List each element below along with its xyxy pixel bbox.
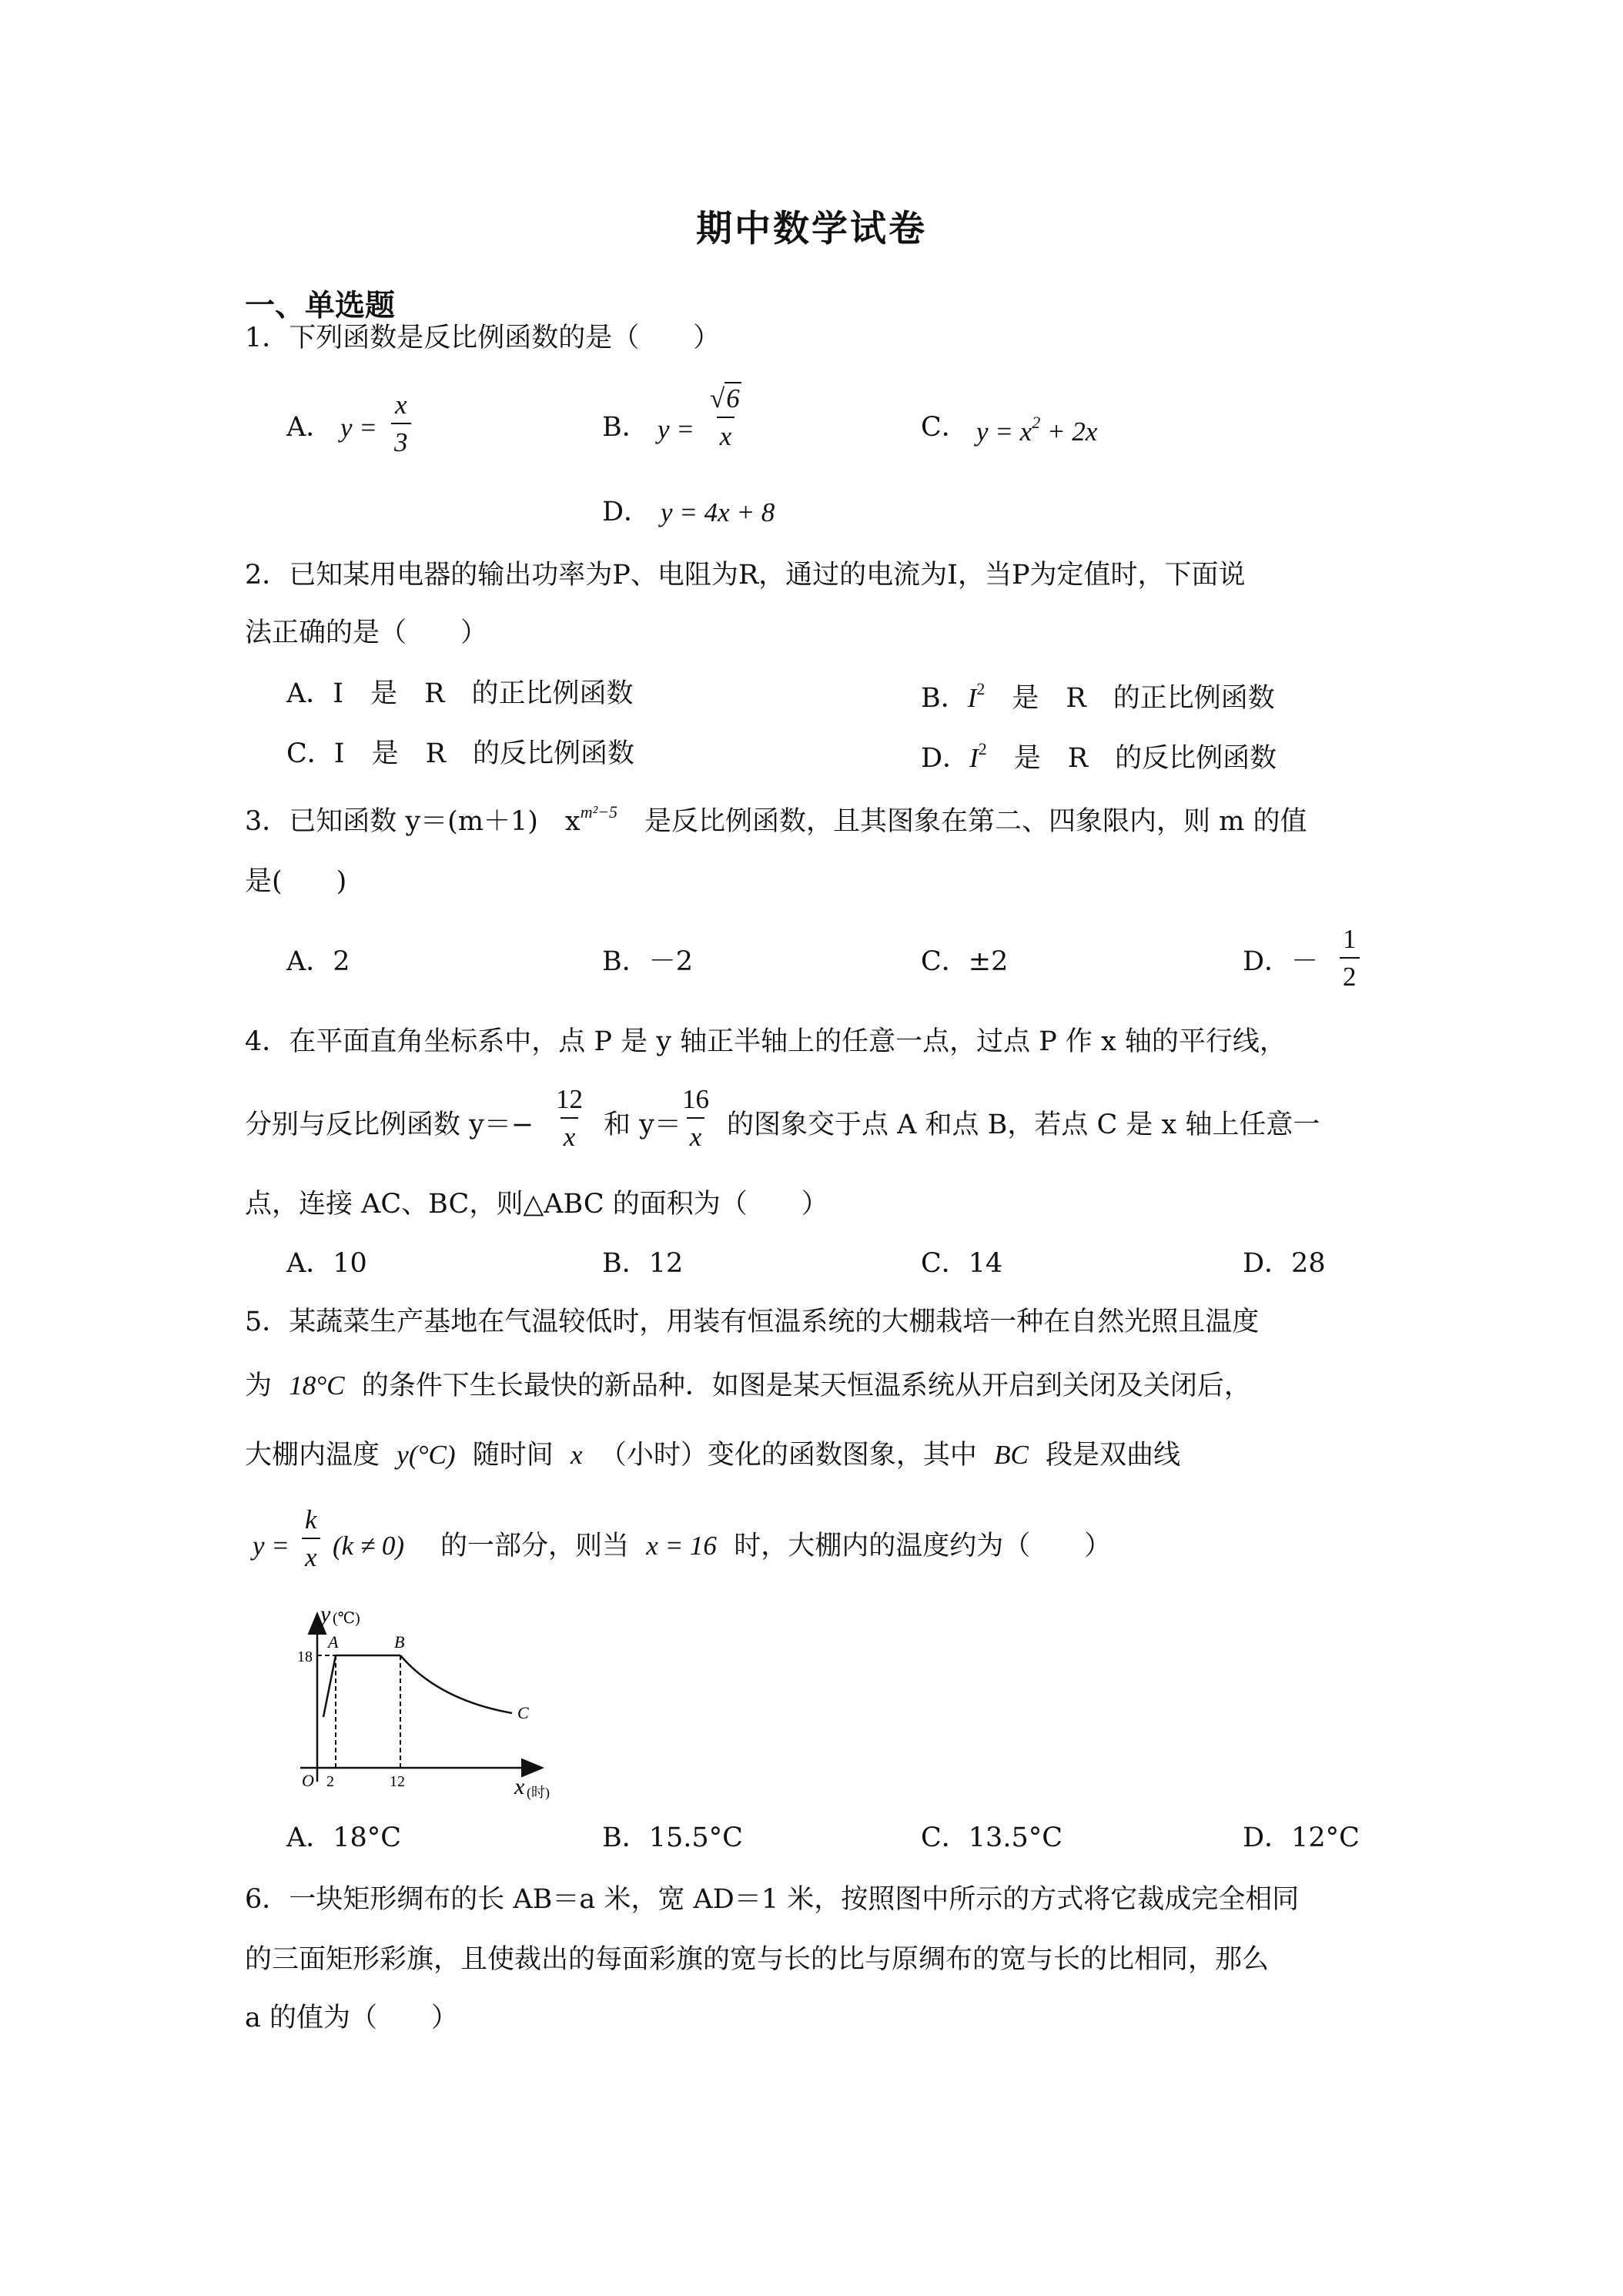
question-4-line-3: 点，连接 AC、BC，则△ABC 的面积为（ ） — [245, 1189, 828, 1220]
q5-line4-c: 时，大棚内的温度约为（ ） — [734, 1531, 1112, 1561]
q5-option-a: A．18°C — [286, 1822, 402, 1853]
fraction-numerator: k — [305, 1504, 317, 1535]
q1-option-d-text: y = 4x + 8 — [661, 497, 775, 527]
q4-option-c: C．14 — [921, 1248, 1003, 1279]
tick-18: 18 — [297, 1648, 313, 1665]
label-y: y — [320, 1602, 331, 1627]
q5-line4-b — [440, 1532, 1111, 1560]
point-a-label: A — [328, 1632, 339, 1652]
label-x: x — [514, 1774, 525, 1799]
q4-option-b: B．12 — [602, 1248, 684, 1279]
q5-line3-d: 段是双曲线 — [1046, 1440, 1181, 1471]
q3-option-c: C．±2 — [921, 946, 1009, 977]
q1-option-b-lhs: y = — [658, 414, 694, 444]
q2-option-d — [921, 741, 1277, 772]
q5-line3-c: （小时）变化的函数图象，其中 — [599, 1440, 977, 1471]
question-5-line-3 — [245, 1441, 1180, 1469]
q5-x-eq-16: x = 16 — [646, 1531, 717, 1561]
radical-sign: √ — [710, 383, 725, 413]
question-2-line-2: 法正确的是（ ） — [245, 618, 488, 648]
q4-line2-c: 的图象交于点 A 和点 B，若点 C 是 x 轴上任意一 — [727, 1110, 1320, 1140]
fraction-numerator: 12 — [556, 1084, 583, 1114]
b-exponent: 2 — [976, 679, 986, 698]
d-label: D． — [921, 743, 970, 774]
q5-line2-a: 为 — [245, 1371, 273, 1401]
q1-option-a-label: A． — [286, 412, 333, 443]
q1-option-d-label: D． — [602, 497, 651, 527]
b-label: B． — [921, 683, 968, 714]
q5-option-d: D．12°C — [1243, 1822, 1360, 1853]
question-6-line-1: 6．一块矩形绸布的长 AB＝a 米，宽 AD＝1 米，按照图中所示的方式将它裁成完全相同 — [245, 1884, 1300, 1915]
q5-fraction-k-over-x — [302, 1506, 320, 1571]
fraction-numerator: 1 — [1343, 924, 1357, 954]
q2-option-c: C．I 是 R 的反比例函数 — [286, 738, 634, 769]
fraction-denominator: x — [687, 1117, 705, 1150]
b-var: I — [967, 683, 977, 713]
c-exponent: 2 — [1032, 413, 1041, 432]
q2-option-a: A．I 是 R 的正比例函数 — [286, 678, 634, 709]
tick-12: 12 — [390, 1773, 405, 1790]
d-exponent: 2 — [978, 739, 987, 758]
fraction-numerator: x — [394, 390, 407, 420]
q3-option-b: B．－2 — [602, 946, 693, 977]
tick-2: 2 — [326, 1773, 334, 1790]
point-c-label: C — [517, 1703, 529, 1722]
q4-option-d: D．28 — [1243, 1248, 1326, 1279]
radicand: 6 — [726, 383, 740, 413]
d-tail: 是 R 的反比例函数 — [986, 743, 1277, 774]
fraction-denominator: 2 — [1340, 957, 1360, 990]
question-6-line-2: 的三面矩形彩旗，且使裁出的每面彩旗的宽与长的比与原绸布的宽与长的比相同，那么 — [245, 1944, 1270, 1975]
q4-line2-b: 和 y＝ — [604, 1110, 681, 1140]
section-heading: 一、单选题 — [245, 289, 396, 323]
q5-line3-a: 大棚内温度 — [245, 1440, 380, 1471]
fraction-denominator: x — [561, 1117, 579, 1150]
question-4-line-1: 4．在平面直角坐标系中，点 P 是 y 轴正半轴上的任意一点，过点 P 作 x 轴的平行线， — [245, 1026, 1287, 1057]
q5-option-b: B．15.5°C — [602, 1822, 743, 1853]
question-1-stem: 1．下列函数是反比例函数的是（ ） — [245, 323, 721, 353]
q5-line3-b: 随时间 — [472, 1440, 554, 1471]
segment-oa — [323, 1655, 336, 1717]
q5-bc: BC — [994, 1440, 1029, 1470]
q5-condition-k-nonzero: (k ≠ 0) — [333, 1531, 405, 1561]
c-lhs: y = x — [976, 417, 1032, 447]
q5-x: x — [571, 1440, 583, 1470]
q3-option-d-label: D．－ — [1243, 946, 1319, 977]
q4-option-a: A．10 — [286, 1248, 367, 1279]
curve-bc — [400, 1655, 512, 1713]
label-y-unit: (℃) — [333, 1610, 360, 1627]
c-tail: + 2x — [1040, 417, 1098, 447]
q3-option-d-fraction — [1340, 925, 1360, 990]
q4-fraction-12-over-x — [553, 1086, 586, 1150]
q3-line1-a: 3．已知函数 y＝(m＋1) x — [245, 806, 581, 837]
q5-temperature-graph — [262, 1594, 585, 1809]
q5-temp-18c: 18°C — [289, 1371, 345, 1401]
q1-option-a-fraction — [391, 391, 411, 456]
q3-exponent: m²−5 — [580, 802, 618, 822]
question-6-line-3: a 的值为（ ） — [245, 2003, 458, 2033]
q1-option-c-text — [976, 414, 1097, 445]
question-3-line-1 — [245, 804, 1307, 835]
fraction-denominator: x — [302, 1538, 320, 1571]
q1-option-b-fraction — [707, 385, 745, 450]
q5-line4-b-text: 的一部分，则当 — [440, 1531, 630, 1561]
q5-line2-b: 的条件下生长最快的新品种．如图是某天恒温系统从开启到关闭及关闭后， — [361, 1371, 1251, 1401]
q1-option-c-label: C． — [921, 412, 969, 443]
page-title: 期中数学试卷 — [696, 208, 927, 250]
fraction-numerator — [707, 385, 745, 417]
fraction-denominator: 3 — [391, 423, 411, 456]
question-3-line-2: 是( ) — [245, 866, 347, 897]
q5-option-c: C．13.5°C — [921, 1822, 1062, 1853]
q3-option-a: A．2 — [286, 946, 350, 977]
question-5-line-2 — [245, 1372, 1251, 1400]
question-2-line-1: 2．已知某用电器的输出功率为P、电阻为R，通过的电流为I，当P为定值时，下面说 — [245, 560, 1246, 591]
q2-option-b — [921, 681, 1275, 712]
label-x-unit: (时) — [527, 1785, 550, 1800]
b-tail: 是 R 的正比例函数 — [985, 683, 1275, 714]
question-5-line-1: 5．某蔬菜生产基地在气温较低时，用装有恒温系统的大棚栽培一种在自然光照且温度 — [245, 1307, 1260, 1337]
point-b-label: B — [394, 1632, 405, 1652]
q5-line4-lhs: y = — [253, 1531, 289, 1561]
q4-fraction-16-over-x — [679, 1086, 712, 1150]
d-var: I — [969, 743, 979, 773]
fraction-denominator: x — [717, 417, 735, 450]
q4-line2-a: 分别与反比例函数 y＝− — [245, 1110, 534, 1140]
q1-option-b-label: B． — [602, 412, 649, 443]
fraction-numerator: 16 — [682, 1084, 709, 1114]
label-origin: O — [302, 1771, 314, 1790]
q3-line1-b: 是反比例函数，且其图象在第二、四象限内，则 m 的值 — [617, 806, 1307, 837]
q1-option-a-lhs: y = — [340, 413, 377, 443]
q5-y-degc: y(°C) — [397, 1440, 456, 1470]
